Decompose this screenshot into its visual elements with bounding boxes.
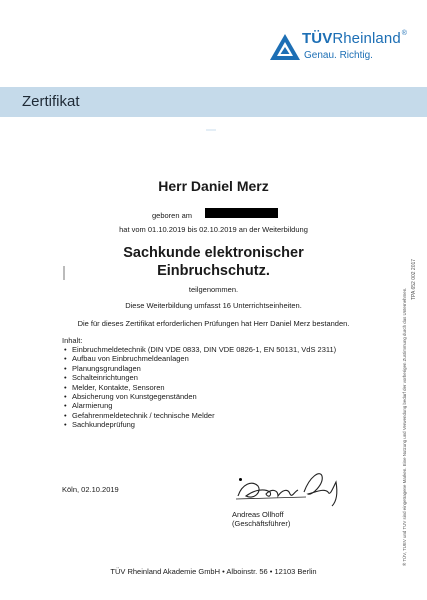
signatory [232,510,290,528]
logo-wordmark: TÜVRheinland® [302,30,408,47]
passed-text: Die für dieses Zertifikat erforderlichen Prüfungen hat Herr Daniel Merz bestanden. [77,319,350,328]
tuv-logo-icon [268,32,302,62]
logo-tagline: Genau. Richtig. [304,50,373,61]
recipient-name: Herr Daniel Merz [158,178,269,194]
course-period: hat vom 01.10.2019 bis 02.10.2019 an der Weiterbildung [119,225,308,234]
list-item: • Schalteinrichtungen [64,373,364,382]
list-item: • Einbruchmeldetechnik (DIN VDE 0833, DIN VDE 0826-1, EN 50131, VdS 2311) [64,345,364,354]
course-title-line1: Sachkunde elektronischer [123,245,304,261]
side-notice: ® TÜV, TUEV und TUV sind eingetragene Marken. Eine Nutzung und Verwendung bedarf der vorherigen Zustimmung durch das Unternehmen. [402,287,407,566]
course-title-line2: Einbruchschutz. [157,263,270,279]
signatory-name: Andreas Ollhoff [232,510,284,519]
signature-image [232,466,362,508]
redaction-bar [205,208,278,218]
list-item: • Sachkundeprüfung [64,420,364,429]
list-item: • Absicherung von Kunstgegenständen [64,392,364,401]
born-label: geboren am [152,211,193,220]
list-item: • Aufbau von Einbruchmeldeanlagen [64,354,364,363]
band-shadow [206,129,216,131]
side-code: TPA 652 002 2017 [411,258,417,300]
page-title: Zertifikat [22,93,80,110]
signatory-role: (Geschäftsführer) [232,519,291,528]
place-date: Köln, 02.10.2019 [62,485,119,494]
attended-text: teilgenommen. [188,285,239,294]
contents-label: Inhalt: [62,336,83,345]
list-item: • Gefahrenmeldetechnik / technische Melder [64,411,364,420]
list-item: • Melder, Kontakte, Sensoren [64,383,364,392]
margin-mark [63,266,65,280]
contents-list [64,345,364,430]
list-item: • Alarmierung [64,401,364,410]
units-text: Diese Weiterbildung umfasst 16 Unterrichtseinheiten. [125,301,302,310]
list-item: • Planungsgrundlagen [64,364,364,373]
footer-address: TÜV Rheinland Akademie GmbH • Alboinstr. 56 • 12103 Berlin [110,567,317,576]
